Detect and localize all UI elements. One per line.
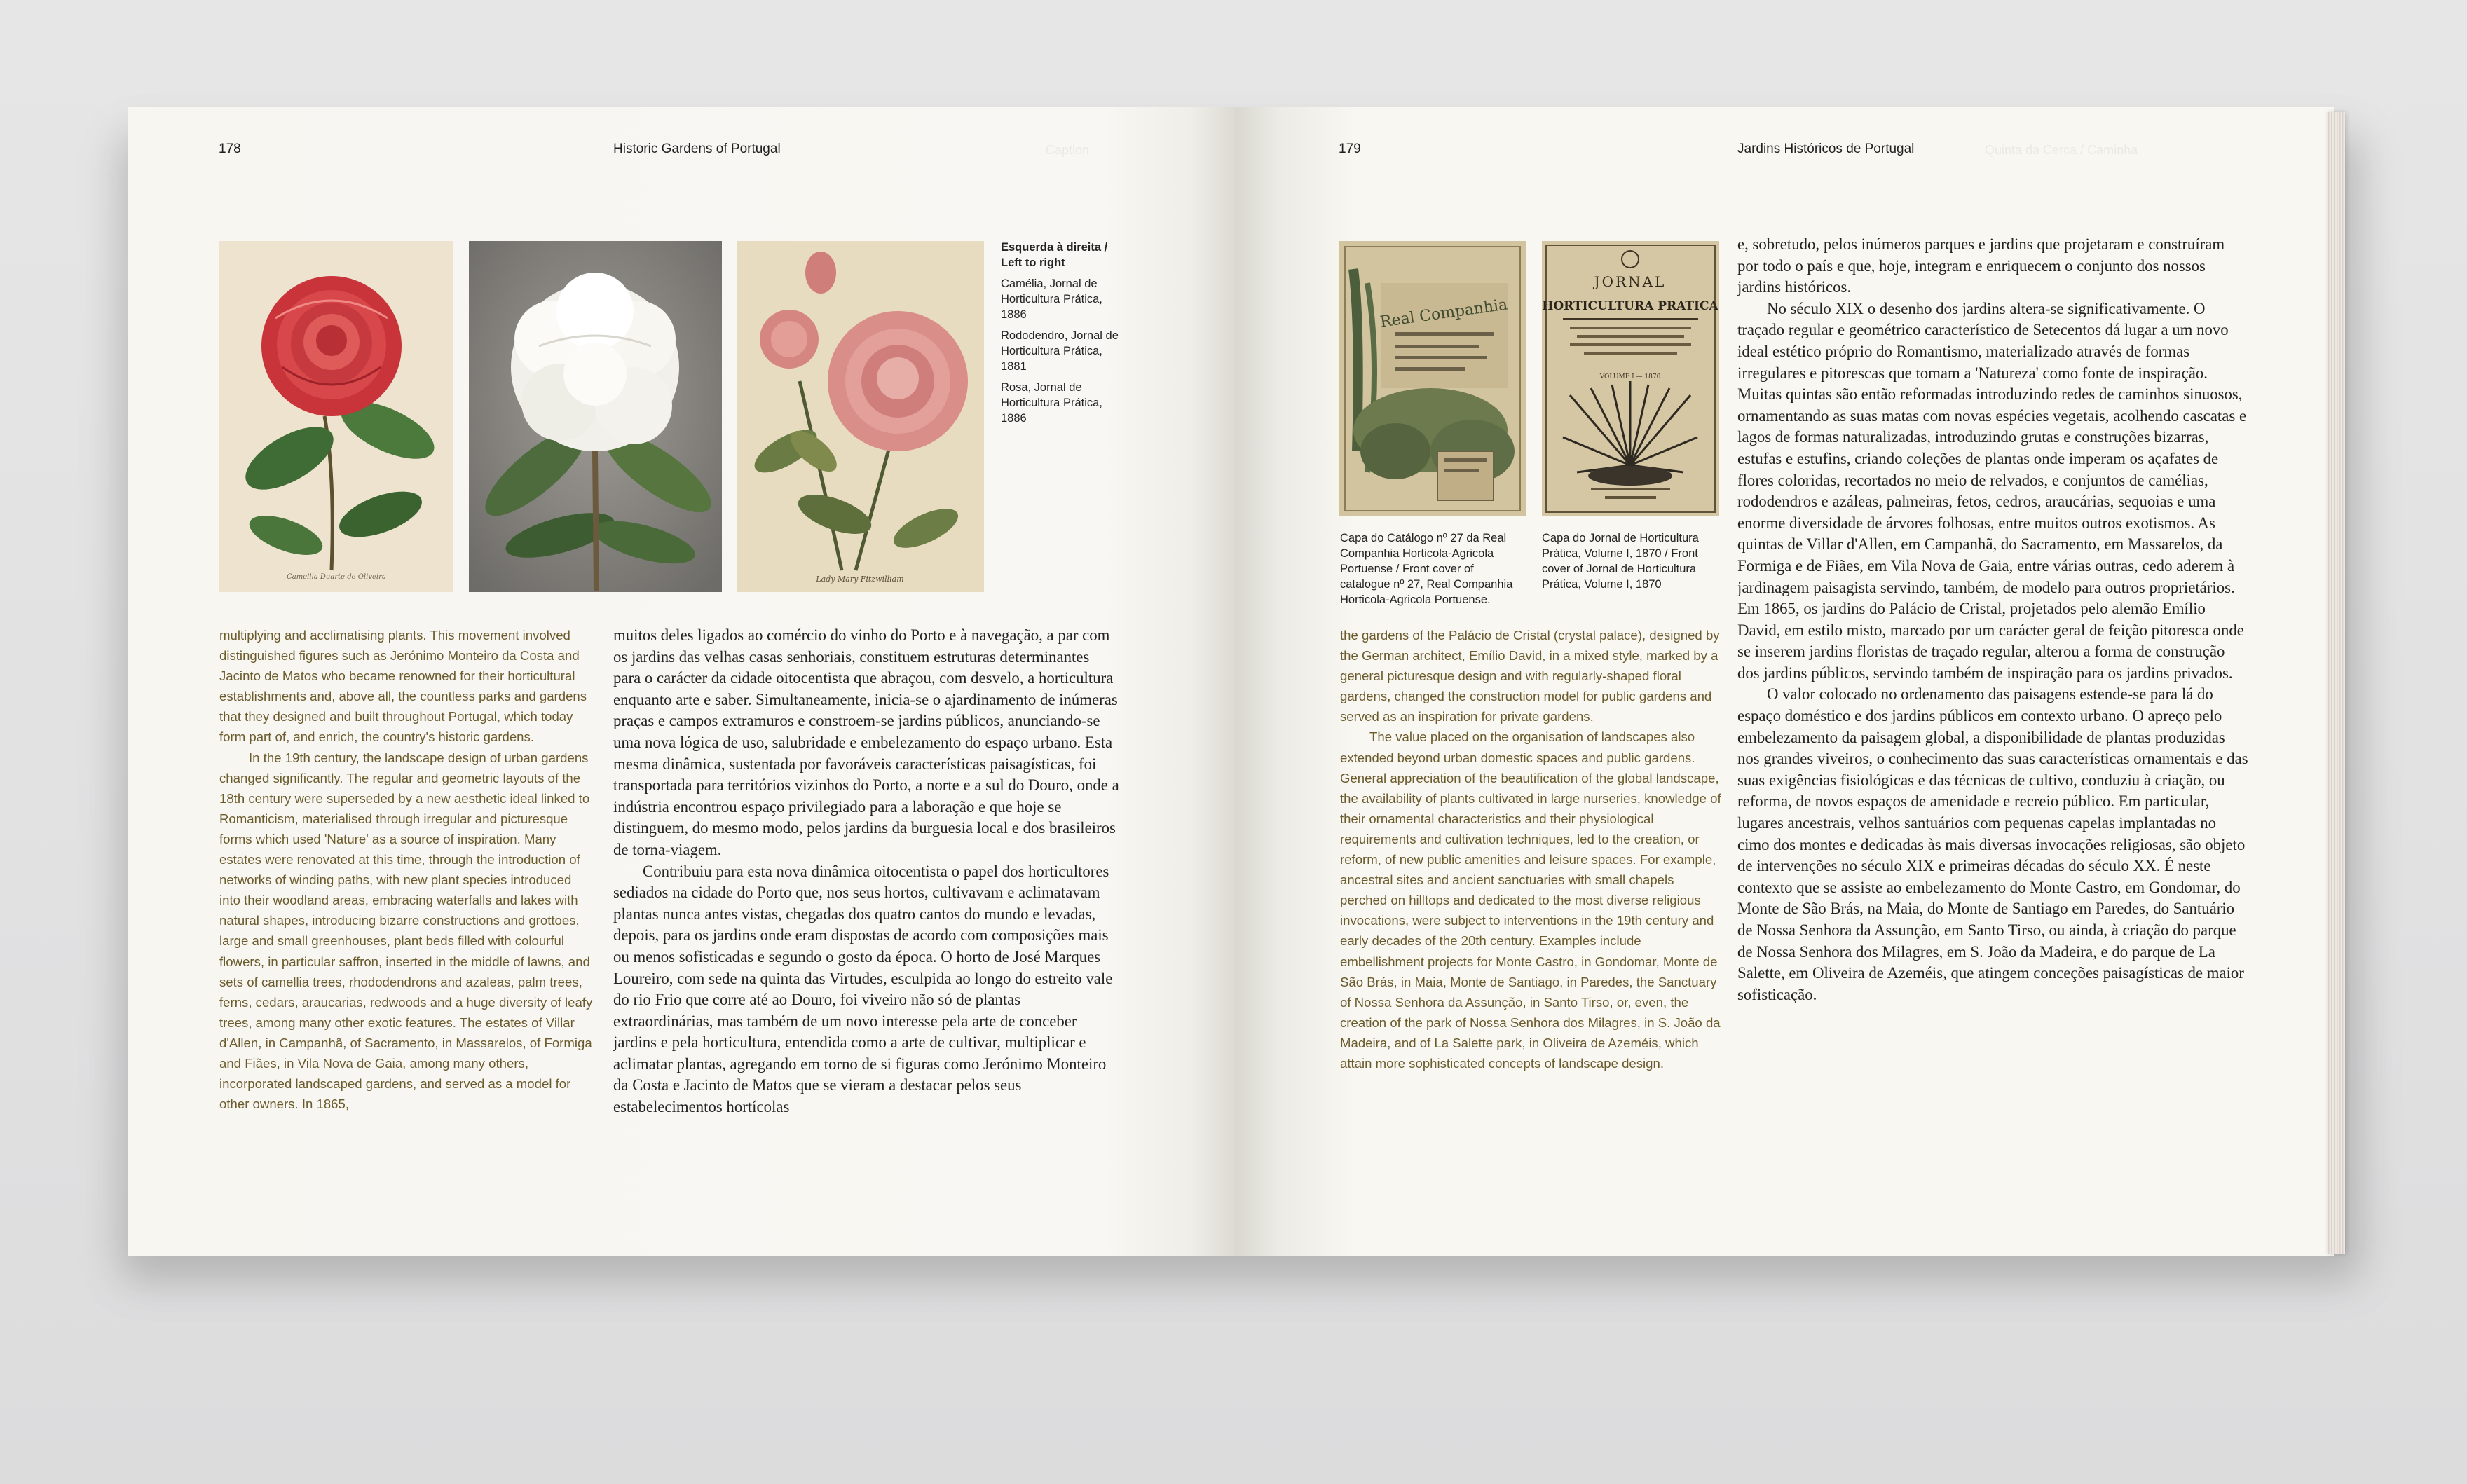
rose-illustration — [737, 241, 984, 592]
catalogue-cover-image — [1339, 241, 1526, 516]
page-edges — [2327, 112, 2345, 1254]
paragraph: Contribuiu para esta nova dinâmica oitocentista o papel dos horticultores sediados na cidade do Porto que, nos seus hortos, cultivavam e aclimatavam plantas nunca antes vistas, chegadas dos quatro cantos do mundo e levadas, depois, para os jardins onde eram dispostas de acordo com composições mais ou menos sofisticadas e segundo o gosto da época. O horto de José Marques Loureiro, com sede na quinta das Virtudes, esculpida ao longo do estreito vale do rio Frio que corre até ao Douro, foi viveiro não só de plantas extraordinárias, mas também de um novo interesse pela arte de conceber jardins e pela horticultura, entendida como a arte de cultivar, multiplicar e aclimatar plantas, agregando em torno de si figuras como Jerónimo Monteiro da Costa e Jacinto de Matos que se vieram a destacar pelos seus estabelecimentos hortícolas — [613, 862, 1113, 1116]
rose-plate-caption: Lady Mary Fitzwilliam — [816, 575, 904, 584]
ghost-showthrough-right: Quinta da Cerca / Caminha — [1985, 143, 2138, 157]
running-head-right: Jardins Históricos de Portugal — [1737, 142, 1915, 156]
english-text-column-right — [1340, 625, 1722, 1073]
paragraph: e, sobretudo, pelos inúmeros parques e jardins que projetaram e construíram por todo o país e que, hoje, integram e enriquecem o conjunto dos nossos jardins históricos. — [1737, 235, 2225, 296]
jornal-masthead: JORNAL — [1594, 273, 1667, 290]
paragraph: multiplying and acclimatising plants. This movement involved distinguished figures such as Jerónimo Monteiro da Costa and Jacinto de Matos who became renowned for their horticultural establishments and, above all, the countless parks and gardens that they designed and built throughout Portugal, which today form part of, and enrich, the country's historic gardens. — [219, 628, 587, 745]
portuguese-text-column-left — [613, 625, 1119, 1118]
paragraph: the gardens of the Palácio de Cristal (crystal palace), designed by the German architect, Emílio David, in a mixed style, marked by a general picturesque design and with regularly-shaped floral gardens, changed the construction model for public gardens and served as an inspiration for private gardens. — [1340, 628, 1720, 724]
jornal-caption: Capa do Jornal de Horticultura Prática, Volume I, 1870 / Front cover of Jornal de Horticultura Prática, Volume I, 1870 — [1542, 532, 1699, 591]
caption-heading: Esquerda à direita / Left to right — [1001, 241, 1108, 269]
paragraph: O valor colocado no ordenamento das paisagens estende-se para lá do espaço doméstico e dos jardins públicos em contexto urbano. O apreço pelo embelezamento da paisagem global, a disponibilidade de plantas produzidas nos grandes viveiros, o conhecimento das suas características ornamentais e das suas exigências fisiológicas e das técnicas de cultivo, conduziu à criação, ou reforma, de novos espaços de amenidade e recreio público. Em particular, lugares ancestrais, velhos santuários com pequenas capelas implantadas no cimo dos montes e dedicadas às mais diversas invocações religiosas, são objeto de intervenções no século XIX e primeiras décadas do século XX. É neste contexto que se assiste ao embelezamento do Monte Castro, em Gondomar, do Monte de São Brás, na Maia, do Monte de Santiago em Paredes, do Santuário de Nossa Senhora da Assunção, em Santo Tirso, ou ainda, à criação do parque de Nossa Senhora dos Milagres, em S. João da Madeira, e do parque de La Salette, em Oliveira de Azeméis, que atingem conceções paisagísticas de maior sofisticação. — [1737, 685, 2248, 1003]
portuguese-text-column-right — [1737, 234, 2249, 1005]
paragraph: muitos deles ligados ao comércio do vinho do Porto e à navegação, a par com os jardins das velhas casas senhoriais, constituem estruturas determinantes para o carácter da cidade oitocentista que abraçou, com desvelo, a horticultura enquanto arte e saber. Simultaneamente, inicia-se o ajardinamento de inúmeras praças e campos extramuros e constroem-se jardins públicos, anunciando-se uma nova lógica de uso, salubridade e embelezamento do espaço urbano. Esta mesma dinâmica, sustentada por favoráveis características paisagísticas, foi transportada para territórios vizinhos do Porto, a norte e a sul do Douro, onde a indústria encontrou espaço privilegiado para a laboração e que hoje se distinguem, do mesmo modo, pelos jardins da burguesia local e dos brasileiros de torna-viagem. — [613, 626, 1119, 858]
camellia-plate-caption: Camellia Duarte de Oliveira — [287, 573, 386, 581]
ghost-showthrough-left: Caption — [1046, 143, 1090, 157]
catalogue-caption: Capa do Catálogo nº 27 da Real Companhia Horticola-Agricola Portuense / Front cover of catalogue nº 27, Real Companhia Horticola-Agricola Portuense. — [1340, 532, 1513, 606]
paragraph: In the 19th century, the landscape design of urban gardens changed significantly. The regular and geometric layouts of the 18th century were superseded by a new aesthetic ideal linked to Romanticism, materialised through irregular and picturesque forms which used 'Nature' as a source of inspiration. Many estates were renovated at this time, through the introduction of networks of winding paths, with new plant species introduced into their woodland areas, embracing waterfalls and lakes with natural shapes, introducing bizarre constructions and grottoes, large and small greenhouses, plant beds filled with colourful flowers, in particular saffron, inserted in the middle of lawns, and sets of camellia trees, rhododendrons and azaleas, palm trees, ferns, cedars, araucarias, redwoods and a huge diversity of leafy trees, among many other exotic features. The estates of Villar d'Allen, in Campanhã, of Sacramento, in Massarelos, of Formiga and Fiães, in Vila Nova de Gaia, among many others, incorporated landscaped gardens, and served as a model for other owners. In 1865, — [219, 750, 593, 1112]
paragraph: No século XIX o desenho dos jardins altera-se significativamente. O traçado regular e geométrico característico de Setecentos dá lugar a um novo ideal estético próprio do Romantismo, materializado através de formas irregulares e pitorescas que tomam a 'Natureza' como fonte de inspiração. Muitas quintas são então reformadas introduzindo redes de caminhos sinuosos, ornamentando as suas matas com novas espécies vegetais, acolhendo cascatas e lagos de formas naturalizadas, introduzindo grutas e construções bizarras, estufas e estufins, criando coleções de plantas onde imperam os açafates de flores coloridas, recortados no meio de relvados, e conjuntos de camélias, rododendros e azáleas, palmeiras, fetos, cedros, araucárias, sequoias e uma enorme diversidade de árvores folhosas, entre muitos outros exotismos. As quintas de Villar d'Allen, em Campanhã, do Sacramento, em Massarelos, da Formiga e de Fiães, em Vila Nova de Gaia, entre várias outras, cedo aderem à jardinagem paisagista servindo, também, de modelo para outros proprietários. Em 1865, os jardins do Palácio de Cristal, projetados pelo alemão Emílio David, em estilo misto, marcado por um carácter geral de feição pitoresca onde se inserem jardins floristas de traçado regular, alterou a forma de construção dos jardins públicos, servindo também de inspiração para os jardins privados. — [1737, 299, 2247, 682]
left-page — [128, 107, 1235, 1256]
right-page — [1235, 107, 2334, 1256]
jornal-title: HORTICULTURA PRATICA — [1542, 299, 1718, 313]
jornal-volume: VOLUME I — 1870 — [1599, 373, 1661, 380]
page-number-left: 178 — [219, 142, 241, 156]
page-number-right: 179 — [1339, 142, 1361, 156]
catalogue-cover-title: Real Companhia — [1379, 296, 1509, 331]
jornal-cover-image — [1542, 241, 1719, 516]
image-caption-left — [1001, 240, 1127, 432]
caption-item-rododendro: Rododendro, Jornal de Horticultura Prática, 1881 — [1001, 329, 1119, 373]
english-text-column-left — [219, 625, 594, 1114]
paragraph: The value placed on the organisation of landscapes also extended beyond urban domestic spaces and public gardens. General appreciation of the beautification of the global landscape, the availability of plants cultivated in large nurseries, knowledge of their ornamental characteristics and their physiological requirements and cultivation techniques, led to the creation, or reform, of new public amenities and leisure spaces. For example, ancestral sites and ancient sanctuaries with small chapels perched on hilltops and dedicated to the most diverse religious invocations, were subject to interventions in the 19th century and early decades of the 20th century. Examples include embellishment projects for Monte Castro, in Gondomar, Monte de São Brás, in Maia, Monte de Santiago, in Paredes, the Sanctuary of Nossa Senhora da Assunção, in Santo Tirso, or, even, the creation of the park of Nossa Senhora dos Milagres, in S. João da Madeira, and of La Salette park, in Oliveira de Azeméis, which attain more sophisticated concepts of landscape design. — [1340, 729, 1721, 1071]
caption-item-camelia: Camélia, Jornal de Horticultura Prática, 1886 — [1001, 277, 1102, 321]
running-head-left: Historic Gardens of Portugal — [613, 142, 781, 156]
rhododendron-illustration — [469, 241, 722, 592]
caption-item-rosa: Rosa, Jornal de Horticultura Prática, 1886 — [1001, 381, 1102, 425]
camellia-illustration — [219, 241, 453, 592]
